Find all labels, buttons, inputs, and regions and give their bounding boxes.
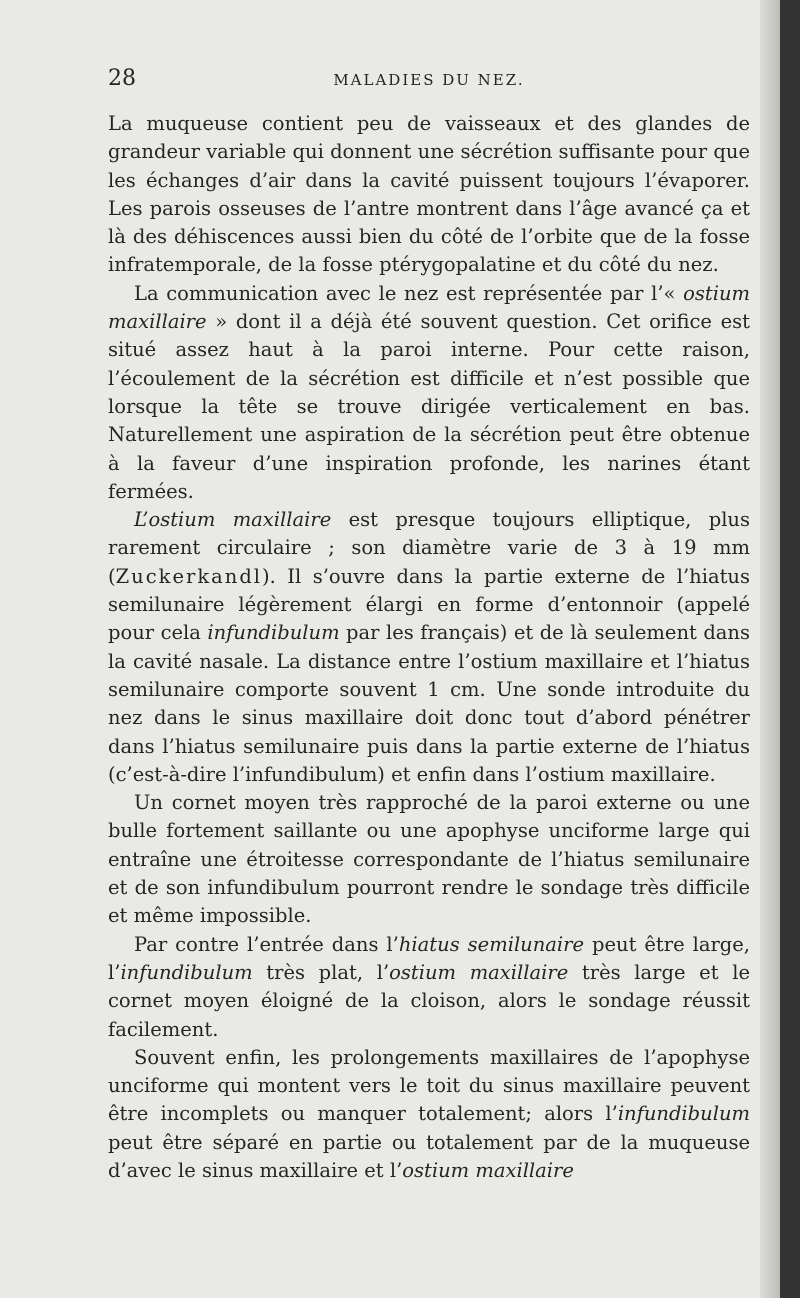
italic-text: ostium maxillaire bbox=[402, 1158, 574, 1182]
text-run: très large et le cornet moyen éloigné de la cloison, alors le sondage réussit facilement. bbox=[108, 960, 750, 1041]
text-run: peut être séparé en partie ou totalement par de la muqueuse d’avec le sinus maxillaire et l’ bbox=[108, 1130, 750, 1182]
text-run: peut être large, l’ bbox=[108, 932, 751, 984]
text-run: Par contre l’entrée dans l’ bbox=[134, 932, 399, 956]
text-run: très plat, l’ bbox=[252, 960, 390, 984]
text-run: Un cornet moyen très rapproché de la paroi externe ou une bulle fortement saillante ou une apophyse unciforme large qui entraîne une étroitesse correspondante de l’hiatus semilunaire et de son infundibulum pourront rendre le sondage très difficile et même impossible. bbox=[108, 791, 750, 928]
italic-text: ostium maxillaire bbox=[108, 281, 750, 334]
italic-text: infundibulum bbox=[207, 621, 340, 645]
text-run: La communication avec le nez est représentée par l’« bbox=[134, 281, 684, 305]
italic-text: infundibulum bbox=[120, 960, 253, 984]
page-header bbox=[108, 66, 750, 100]
italic-text: infundibulum bbox=[617, 1102, 750, 1126]
paragraph bbox=[108, 280, 750, 506]
body-text bbox=[108, 110, 750, 1185]
italic-text: L’ostium maxillaire bbox=[134, 508, 332, 532]
paragraph bbox=[108, 1044, 750, 1185]
paragraph bbox=[108, 931, 750, 1044]
paragraph bbox=[108, 506, 750, 789]
italic-text: hiatus semilunaire bbox=[398, 932, 585, 956]
page-edge bbox=[760, 0, 780, 1298]
italic-text: ostium maxillaire bbox=[389, 960, 569, 984]
page-number: 28 bbox=[108, 66, 136, 91]
paragraph bbox=[108, 110, 750, 280]
spaced-name: Zuckerkandl bbox=[115, 564, 263, 588]
running-title: MALADIES DU NEZ. bbox=[333, 71, 525, 89]
text-run: Souvent enfin, les prolongements maxillaires de l’apophyse unciforme qui montent vers le toit du sinus maxillaire peuvent être incomplets ou manquer totalement; alors l’ bbox=[108, 1045, 750, 1126]
text-run: La muqueuse contient peu de vaisseaux et des glandes de grandeur variable qui donnent une sécrétion suffisante pour que les échanges d’air dans la cavité puissent toujours l’évaporer. Les parois osseuses de l’antre montrent dans l’âge avancé ça et là des déhiscences aussi bien du côté de l’orbite que de la fosse infratemporale, de la fosse ptérygopalatine et du côté du nez. bbox=[108, 112, 750, 277]
paragraph bbox=[108, 789, 750, 930]
text-run: est presque toujours elliptique, plus rarement circulaire ; son diamètre varie de 3 à 19 mm ( bbox=[108, 508, 750, 588]
text-run: ). Il s’ouvre dans la partie externe de l’hiatus semilunaire légèrement élargi en forme d’entonnoir (appelé pour cela bbox=[108, 564, 750, 645]
text-run: » dont il a déjà été souvent question. Cet orifice est situé assez haut à la paroi interne. Pour cette raison, l’écoulement de la sécrétion est difficile et n’est possible que lorsque la tête se trouve dirigée verticalement en bas. Naturellement une aspiration de la sécrétion peut être obtenue à la faveur d’une inspiration profonde, les narines étant fermées. bbox=[108, 310, 750, 503]
text-run: par les français) et de là seulement dans la cavité nasale. La distance entre l’ostium maxillaire et l’hiatus semilunaire comporte souvent 1 cm. Une sonde introduite du nez dans le sinus maxillaire doit donc tout d’abord pénétrer dans l’hiatus semilunaire puis dans la partie externe de l’hiatus (c’est-à-dire l’infundibulum) et enfin dans l’ostium maxillaire. bbox=[108, 621, 750, 786]
